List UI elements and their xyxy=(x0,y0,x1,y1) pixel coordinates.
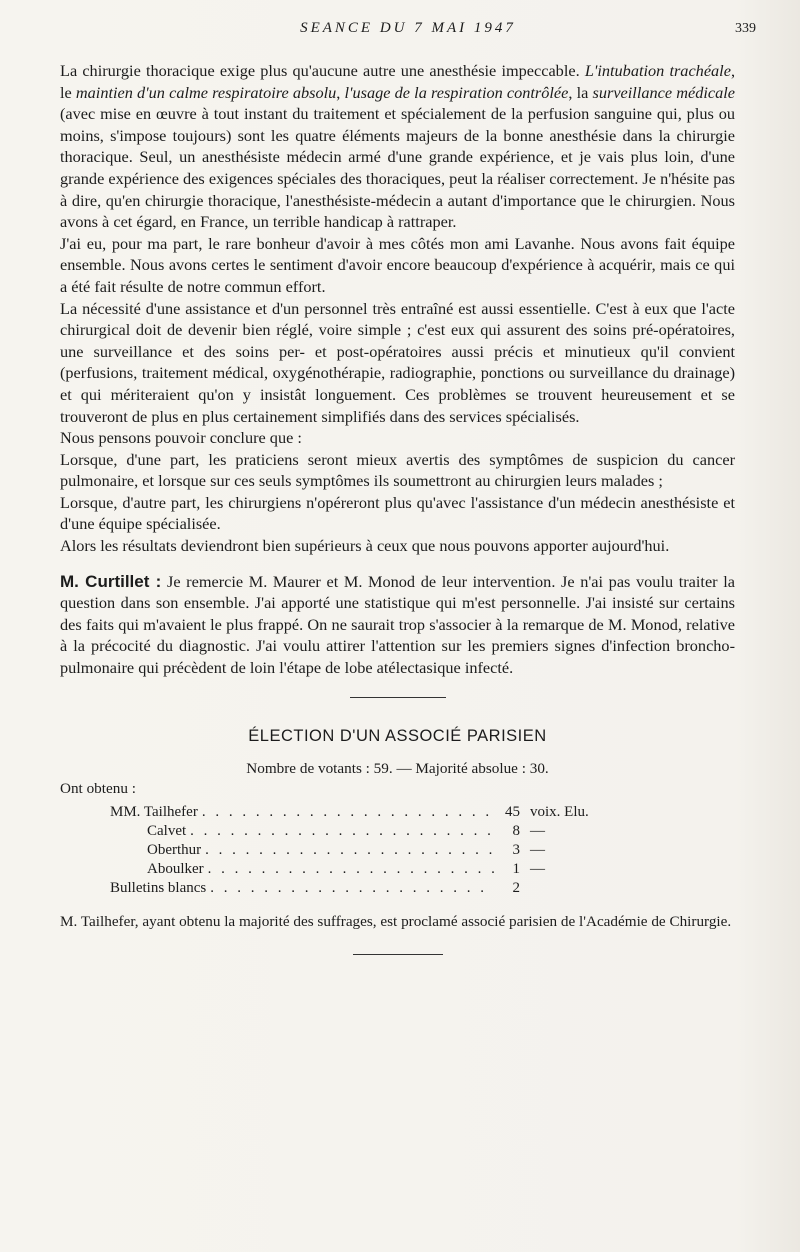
vote-count: 8 xyxy=(512,823,520,840)
text-run: , xyxy=(336,82,345,102)
italic-term: maintien d'un calme respiratoire absolu xyxy=(75,82,337,102)
vote-row xyxy=(80,860,680,879)
italic-term: l'usage de la respiration contrôlée xyxy=(344,82,569,102)
page-header xyxy=(60,20,756,42)
candidate-name: Bulletins blancs xyxy=(110,880,207,897)
italic-term: surveillance médicale xyxy=(592,82,736,102)
separator xyxy=(353,954,443,955)
text-run: , la xyxy=(568,82,593,102)
vote-row xyxy=(80,879,680,898)
vote-summary: Nombre de votants : 59. — Majorité absolue : 30. xyxy=(246,760,549,778)
candidate-name: Calvet xyxy=(147,823,187,840)
paragraph-team: J'ai eu, pour ma part, le rare bonheur d'avoir à mes côtés mon ami Lavanhe. Nous avons fait équipe ensemble. Nous avons certes le sentiment d'avoir encore beaucoup d'expérience à acquérir, mais ce qui a été fait résulte de notre commun effort. xyxy=(60,233,735,296)
vote-note: voix. Elu. xyxy=(530,804,589,821)
vote-note: — xyxy=(530,823,545,840)
dot-leader xyxy=(208,860,494,879)
italic-term: L'intubation trachéale xyxy=(584,61,731,80)
page-number: 339 xyxy=(735,21,756,36)
election-conclusion: M. Tailhefer, ayant obtenu la majorité des suffrages, est proclamé associé parisien de l'Académie de Chirurgie. xyxy=(60,913,732,931)
section-title: ÉLECTION D'UN ASSOCIÉ PARISIEN xyxy=(248,726,547,745)
vote-results xyxy=(80,803,680,898)
text-run: La chirurgie thoracique exige plus qu'aucune autre une anesthésie impeccable. xyxy=(60,61,585,80)
vote-count: 45 xyxy=(505,804,520,821)
body-text xyxy=(60,60,735,955)
candidate-name: MM. Tailhefer xyxy=(110,804,198,821)
dot-leader xyxy=(210,879,494,898)
vote-row xyxy=(80,822,680,841)
paragraph-assistance: La nécessité d'une assistance et d'un personnel très entraîné est aussi essentielle. C'est à eux que l'acte chirurgical doit de devenir bien réglé, voire simple ; c'est eux qui assurent des soins pré-opératoires, une surveillance et des soins per- et post-opératoires aussi précis et minutieux qu'il convient (perfusions, traitement médical, oxygénothérapie, radiographie, ponctions ou surveillance du drainage) et qui mériteraient qu'on y insistât longuement. Ces problèmes se trouvent heureusement et se trouveront de plus en plus certainement simplifiés dans des services spécialisés. xyxy=(60,298,735,426)
text-run: Je remercie M. Maurer et M. Monod de leur intervention. Je n'ai pas voulu traiter la question dans son ensemble. J'ai apporté une statistique qui m'est personnelle. J'ai insisté sur certains des faits qui m'avaient le plus frappé. On ne saurait trop s'associer à la remarque de M. Monod, relative à la précocité du diagnostic. J'ai voulu attirer l'attention sur les premiers signes d'infection broncho-pulmonaire qui précèdent de loin l'étape de lobe atélectasique infecté. xyxy=(60,571,735,678)
text-run: , le xyxy=(60,61,736,102)
vote-count: 3 xyxy=(512,842,520,859)
candidate-name: Aboulker xyxy=(147,861,204,878)
paragraph-conclusion-1: Lorsque, d'une part, les praticiens seront mieux avertis des symptômes de suspicion du cancer pulmonaire, et lorsque sur ces seuls symptômes ils soumettront au chirurgien leurs malades ; xyxy=(60,449,735,491)
text-run: (avec mise en œuvre à tout instant du traitement et spécialement de la perfusion sanguine qui, plus ou moins, s'impose toujours) sont les quatre éléments majeurs de la bonne anesthésie dans la chirurgie thoracique. Seul, un anesthésiste médecin armé d'une grande expérience, et je vais plus loin, d'une grande expérience des exigences spéciales des thoraciques, peut la réaliser correctement. Je n'hésite pas à dire, qu'en chirurgie thoracique, l'anesthésiste-médecin a autant d'importance que le chirurgien. Nous avons à cet égard, en France, un terrible handicap à rattraper. xyxy=(60,104,735,232)
speaker-name: M. Curtillet : xyxy=(60,571,162,591)
vote-count: 2 xyxy=(512,880,520,897)
vote-count: 1 xyxy=(512,861,520,878)
vote-row xyxy=(80,841,680,860)
results-intro: Ont obtenu : xyxy=(60,780,136,798)
vote-note: — xyxy=(530,842,545,859)
vote-note: — xyxy=(530,861,545,878)
paragraph-anesthesia xyxy=(60,60,735,233)
paragraph-conclusion-intro: Nous pensons pouvoir conclure que : xyxy=(60,428,302,448)
vote-row xyxy=(80,803,680,822)
dot-leader xyxy=(202,803,494,822)
dot-leader xyxy=(205,841,494,860)
paragraph-curtillet xyxy=(60,571,735,679)
candidate-name: Oberthur xyxy=(147,842,202,859)
dot-leader xyxy=(190,822,494,841)
paragraph-conclusion-2: Lorsque, d'autre part, les chirurgiens n'opéreront plus qu'avec l'assistance d'un médecin anesthésiste et d'une équipe spécialisée. xyxy=(60,492,735,534)
running-title: SEANCE DU 7 MAI 1947 xyxy=(300,20,516,36)
paragraph-conclusion-3: Alors les résultats deviendront bien supérieurs à ceux que nous pouvons apporter aujourd'hui. xyxy=(60,536,670,556)
